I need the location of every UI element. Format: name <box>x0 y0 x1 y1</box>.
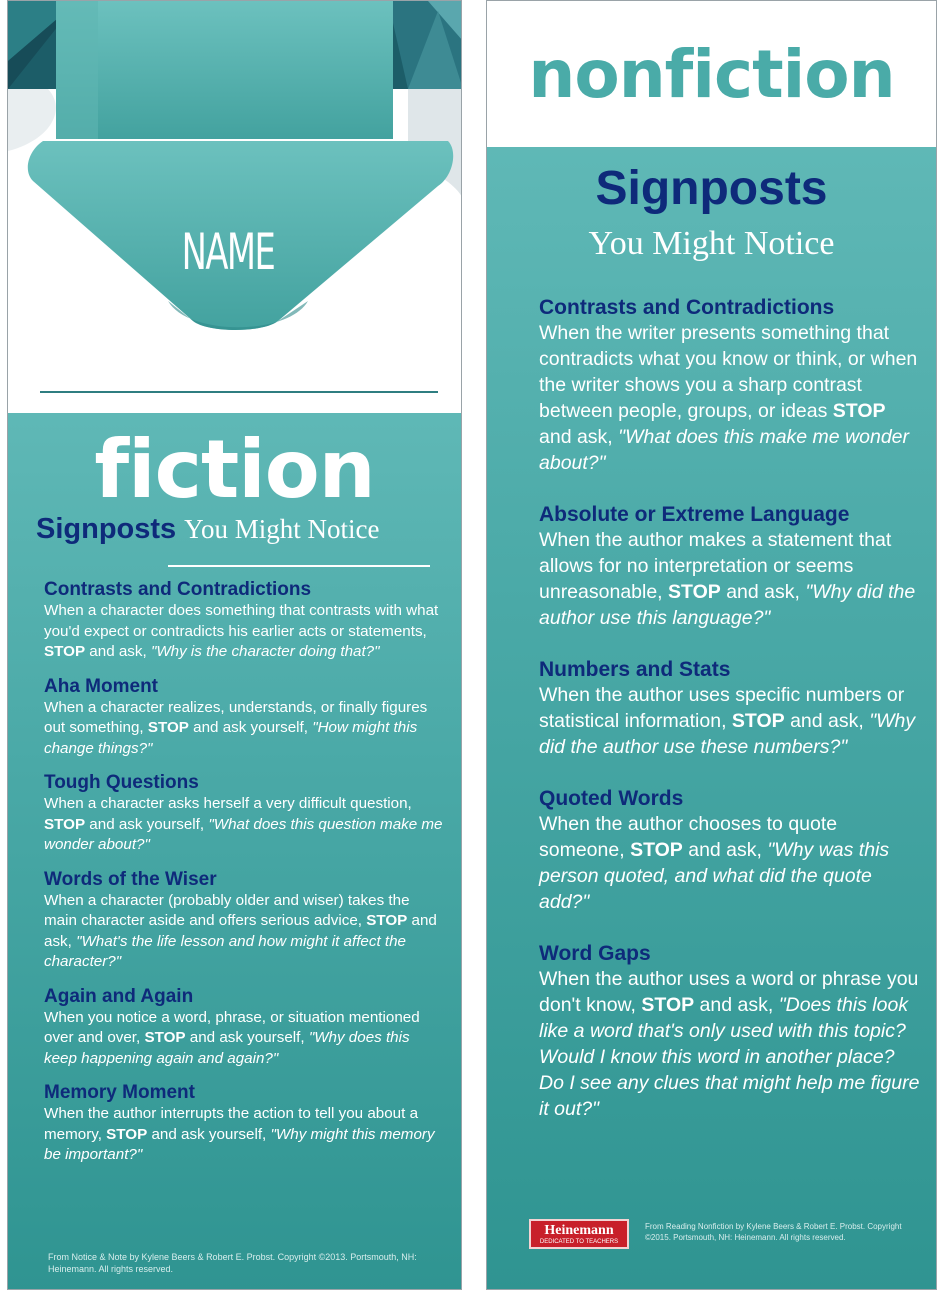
you-might-notice: You Might Notice <box>184 514 380 544</box>
name-label: NAME <box>181 223 275 281</box>
signpost-description: When the author interrupts the action to tell you about a memory, STOP and ask yourself, "Why might this memory be important?" <box>44 1105 435 1163</box>
signpost-question: "Why is the character doing that?" <box>150 643 380 660</box>
signpost-question: "Why was this person quoted, and what did the quote add?" <box>539 839 890 913</box>
signpost-entry <box>44 986 443 1070</box>
signpost-description: When the author uses a word or phrase you don't know, STOP and ask, "Does this look like a word that's only used with this topic? Would I know this word in another place? Do I see any clues that might help me figure it out?" <box>539 968 920 1120</box>
signpost-question: "Why might this memory be important?" <box>44 1125 435 1163</box>
signpost-title: Contrasts and Contradictions <box>539 296 835 319</box>
signpost-entry <box>539 657 922 760</box>
stop-word: STOP <box>44 643 86 660</box>
signpost-description: When the author chooses to quote someone, STOP and ask, "Why was this person quoted, and what did the quote add?" <box>539 813 890 913</box>
signposts-heading: Signposts <box>595 162 828 215</box>
signpost-question: "Why did the author use this language?" <box>539 581 916 629</box>
nonfiction-panel <box>487 147 936 1290</box>
signpost-title: Quoted Words <box>539 787 684 810</box>
name-banner-art <box>8 1 462 413</box>
signpost-title: Memory Moment <box>44 1082 195 1103</box>
signpost-description: When a character (probably older and wiser) takes the main character aside and offers serious advice, STOP and ask, "What's the life lesson and how might it affect the character?" <box>44 891 437 970</box>
signpost-question: "Does this look like a word that's only used with this topic? Would I know this word in another place? Do I see any clues that might help me figure it out?" <box>539 994 920 1120</box>
heading-divider <box>168 565 430 567</box>
signpost-question: "What does this question make me wonder about?" <box>44 815 443 853</box>
signpost-title: Aha Moment <box>44 675 158 697</box>
signpost-description: When you notice a word, phrase, or situation mentioned over and over, STOP and ask yourself, "Why does this keep happening again and again?" <box>44 1008 420 1067</box>
signpost-question: "How might this change things?" <box>44 719 418 757</box>
stop-word: STOP <box>106 1125 148 1143</box>
signpost-description: When the author makes a statement that allows for no interpretation or seems unreasonable, STOP and ask, "Why did the author use this language?" <box>539 529 916 629</box>
nonfiction-bookmark <box>486 0 937 1290</box>
copyright-footer: From Notice & Note by Kylene Beers & Robert E. Probst. Copyright ©2013. Portsmouth, NH: Heinemann. All rights reserved. <box>48 1252 417 1274</box>
signpost-description: When a character asks herself a very difficult question, STOP and ask yourself, "What does this question make me wonder about?" <box>44 795 443 853</box>
fiction-signposts-list <box>44 579 443 1179</box>
arrow-banner-graphic <box>8 1 462 413</box>
signpost-title: Contrasts and Contradictions <box>44 579 312 600</box>
signpost-entry <box>539 941 922 1122</box>
stop-word: STOP <box>147 719 189 736</box>
fiction-panel <box>8 413 461 1290</box>
signpost-question: "What's the life lesson and how might it affect the character?" <box>44 932 407 970</box>
signpost-title: Word Gaps <box>539 942 651 965</box>
stop-word: STOP <box>641 994 695 1016</box>
signpost-title: Tough Questions <box>44 772 199 793</box>
nonfiction-header <box>487 1 936 147</box>
signpost-description: When a character does something that contrasts with what you'd expect or contradicts his earlier acts or statements, STOP and ask, "Why is the character doing that?" <box>44 602 439 660</box>
signpost-entry <box>44 1082 443 1166</box>
signpost-entry <box>539 502 922 631</box>
publisher-tagline: DEDICATED TO TEACHERS <box>539 1239 619 1245</box>
signpost-entry <box>44 579 443 663</box>
signpost-entry <box>44 772 443 856</box>
signposts-word: Signposts <box>36 513 177 545</box>
signpost-title: Again and Again <box>44 985 194 1007</box>
publisher-name: Heinemann <box>544 1223 614 1238</box>
name-write-line <box>40 391 438 393</box>
fiction-bookmark <box>7 0 462 1290</box>
signpost-description: When the writer presents something that contradicts what you know or think, or when the writer shows you a sharp contrast between people, groups, or ideas STOP and ask, "What does this make me wonder about?" <box>539 322 918 474</box>
signpost-entry <box>539 295 922 476</box>
signpost-question: "What does this make me wonder about?" <box>539 426 910 474</box>
signpost-entry <box>44 869 443 973</box>
heinemann-logo <box>529 1219 629 1249</box>
signpost-question: "Why does this keep happening again and again?" <box>44 1029 410 1067</box>
signpost-entry <box>539 786 922 915</box>
fiction-title: fiction <box>94 423 375 516</box>
signpost-title: Absolute or Extreme Language <box>539 503 850 526</box>
signpost-entry <box>44 676 443 760</box>
stop-word: STOP <box>668 581 721 603</box>
stop-word: STOP <box>832 400 886 422</box>
stop-word: STOP <box>366 912 408 929</box>
nonfiction-signposts-list <box>539 295 922 1148</box>
signpost-title: Words of the Wiser <box>44 868 217 890</box>
signpost-description: When a character realizes, understands, or finally figures out something, STOP and ask yourself, "How might this change things?" <box>44 698 428 757</box>
copyright-footer: From Reading Nonfiction by Kylene Beers & Robert E. Probst. Copyright ©2015. Portsmouth, NH: Heinemann. All rights reserved. <box>645 1222 902 1242</box>
stop-word: STOP <box>44 815 86 833</box>
signpost-question: "Why did the author use these numbers?" <box>539 710 916 758</box>
signpost-description: When the author uses specific numbers or statistical information, STOP and ask, "Why did the author use these numbers?" <box>539 684 916 758</box>
stop-word: STOP <box>144 1029 186 1046</box>
you-might-notice: You Might Notice <box>588 225 835 262</box>
nonfiction-title: nonfiction <box>528 36 895 113</box>
signpost-title: Numbers and Stats <box>539 658 731 681</box>
stop-word: STOP <box>630 839 683 861</box>
stop-word: STOP <box>731 710 785 732</box>
signposts-heading <box>36 513 379 546</box>
